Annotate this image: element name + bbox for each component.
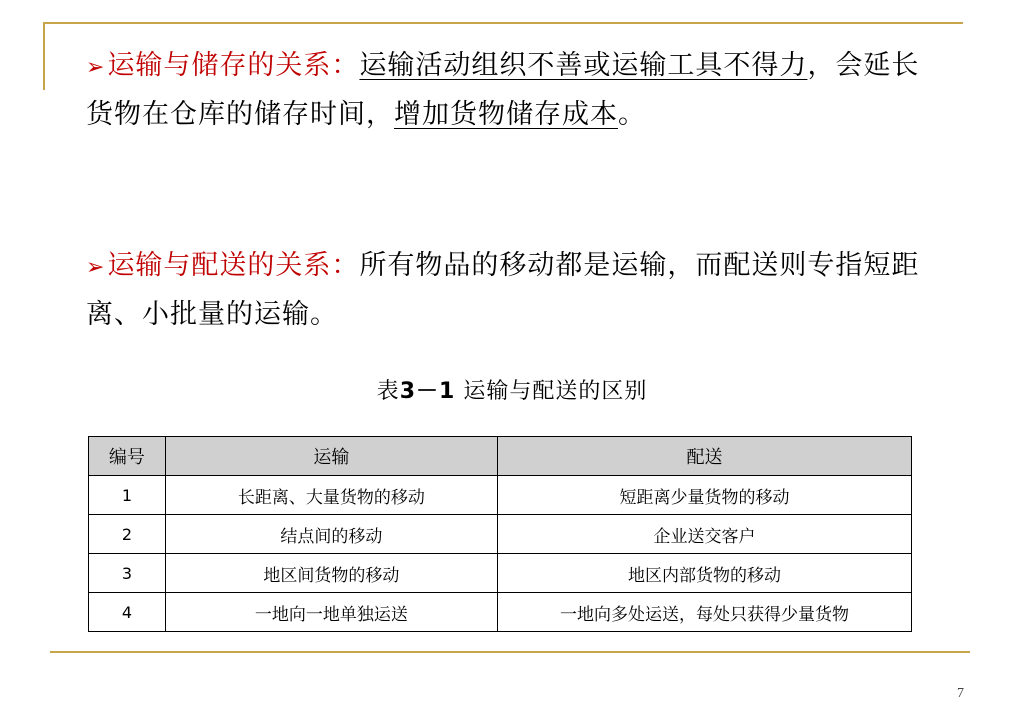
paragraph-lead: 运输与配送的关系：: [107, 250, 360, 281]
caption-prefix: 表: [376, 379, 400, 404]
header-distribution: 配送: [498, 437, 912, 476]
cell-transport: 长距离、大量货物的移动: [165, 476, 497, 515]
cell-transport: 一地向一地单独运送: [165, 593, 497, 632]
table-row: [89, 593, 912, 632]
paragraph-transport-distribution: [86, 242, 946, 338]
caption-number: 3－1: [399, 379, 456, 404]
page-number: 7: [957, 686, 964, 701]
top-divider: [43, 22, 963, 24]
comparison-table: [88, 436, 912, 632]
left-accent-bar: [43, 22, 45, 90]
arrow-bullet-icon: ➢: [86, 55, 106, 80]
cell-distribution: 短距离少量货物的移动: [498, 476, 912, 515]
table-caption: [0, 374, 1024, 405]
table-row: [89, 515, 912, 554]
paragraph-text: ，会延长货物在仓库的储存时间，: [86, 50, 920, 130]
cell-number: 4: [89, 593, 166, 632]
cell-distribution: 地区内部货物的移动: [498, 554, 912, 593]
table-row: [89, 476, 912, 515]
arrow-bullet-icon: ➢: [86, 255, 106, 280]
table-row: [89, 554, 912, 593]
header-number: 编号: [89, 437, 166, 476]
underlined-phrase: 运输活动组织不善或运输工具不得力: [359, 50, 808, 81]
underlined-phrase: 增加货物储存成本: [394, 99, 618, 130]
cell-number: 1: [89, 476, 166, 515]
cell-distribution: 企业送交客户: [498, 515, 912, 554]
bottom-divider: [50, 651, 970, 653]
cell-number: 2: [89, 515, 166, 554]
caption-title: 运输与配送的区别: [463, 379, 648, 404]
cell-transport: 结点间的移动: [165, 515, 497, 554]
header-transport: 运输: [165, 437, 497, 476]
cell-number: 3: [89, 554, 166, 593]
paragraph-text: 所有物品的移动都是运输，而配送则专指短距离、小批量的运输。: [86, 250, 920, 330]
paragraph-text: 。: [618, 99, 646, 130]
cell-transport: 地区间货物的移动: [165, 554, 497, 593]
table-header-row: [89, 437, 912, 476]
cell-distribution: 一地向多处运送，每处只获得少量货物: [498, 593, 912, 632]
paragraph-transport-storage: [86, 42, 946, 138]
paragraph-lead: 运输与储存的关系：: [107, 50, 360, 81]
